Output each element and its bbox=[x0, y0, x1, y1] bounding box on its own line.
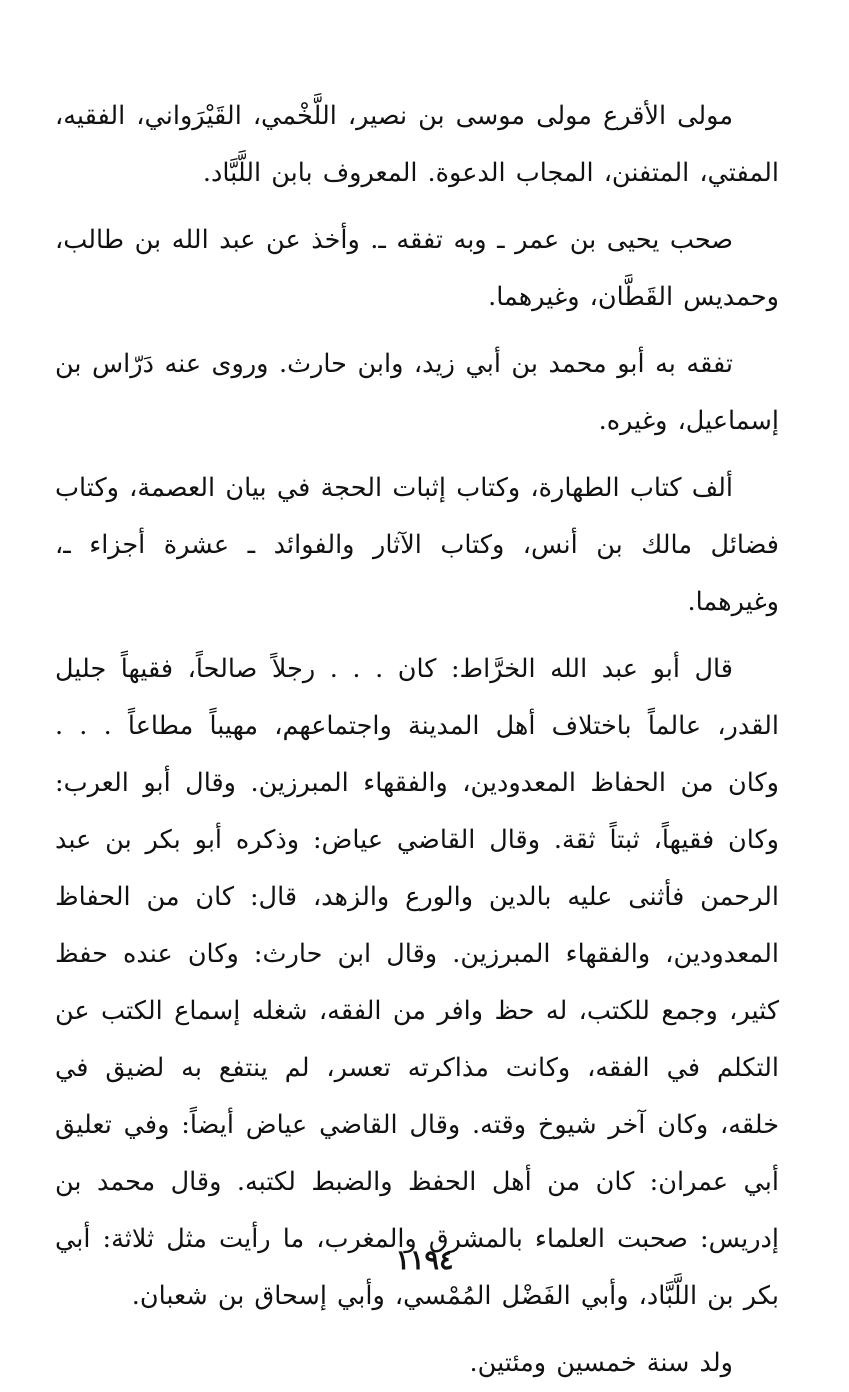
paragraph-lineage: مولى الأقرع مولى موسى بن نصير، اللَّخْمي، القَيْرَواني، الفقيه، المفتي، المتفنن، المجاب الدعوة. المعروف بابن اللَّبَّاد. bbox=[55, 101, 779, 188]
paragraph-students: تفقه به أبو محمد بن أبي زيد، وابن حارث. وروى عنه دَرّاس بن إسماعيل، وغيره. bbox=[55, 349, 779, 436]
paragraph-works: ألف كتاب الطهارة، وكتاب إثبات الحجة في بيان العصمة، وكتاب فضائل مالك بن أنس، وكتاب الآثار والفوائد ـ عشرة أجزاء ـ، وغيرهما. bbox=[55, 473, 779, 617]
page-number: ١١٩٤ bbox=[395, 1245, 454, 1276]
paragraph-birth: ولد سنة خمسين ومئتين. bbox=[469, 1348, 733, 1378]
paragraph-praise: قال أبو عبد الله الخرَّاط: كان . . . رجلاً صالحاً، فقيهاً جليل القدر، عالماً باختلاف أهل المدينة واجتماعهم، مهيباً مطاعاً . . . وكان من الحفاظ المعدودين، والفقهاء المبرزين. وقال أبو العرب: وكان فقيهاً، ثبتاً ثقة. وقال القاضي عياض: وذكره أبو بكر بن عبد الرحمن فأثنى عليه بالدين والورع والزهد، قال: كان من الحفاظ المعدودين، والفقهاء المبرزين. وقال ابن حارث: وكان عنده حفظ كثير، وجمع للكتب، له حظ وافر من الفقه، شغله إسماع الكتب عن التكلم في الفقه، وكانت مذاكرته تعسر، لم ينتفع به لضيق في خلقه، وكان آخر شيوخ وقته. وقال القاضي عياض أيضاً: وفي تعليق أبي عمران: كان من أهل الحفظ والضبط لكتبه. وقال محمد بن إدريس: صحبت العلماء بالمشرق والمغرب، ما رأيت مثل ثلاثة: أبي بكر بن اللَّبَّاد، وأبي الفَضْل المُمْسي، وأبي إسحاق بن شعبان. bbox=[55, 654, 779, 1311]
paragraph-teachers: صحب يحيى بن عمر ـ وبه تفقه ـ. وأخذ عن عبد الله بن طالب، وحمديس القَطَّان، وغيرهما. bbox=[55, 225, 779, 312]
page-body bbox=[55, 88, 779, 1392]
